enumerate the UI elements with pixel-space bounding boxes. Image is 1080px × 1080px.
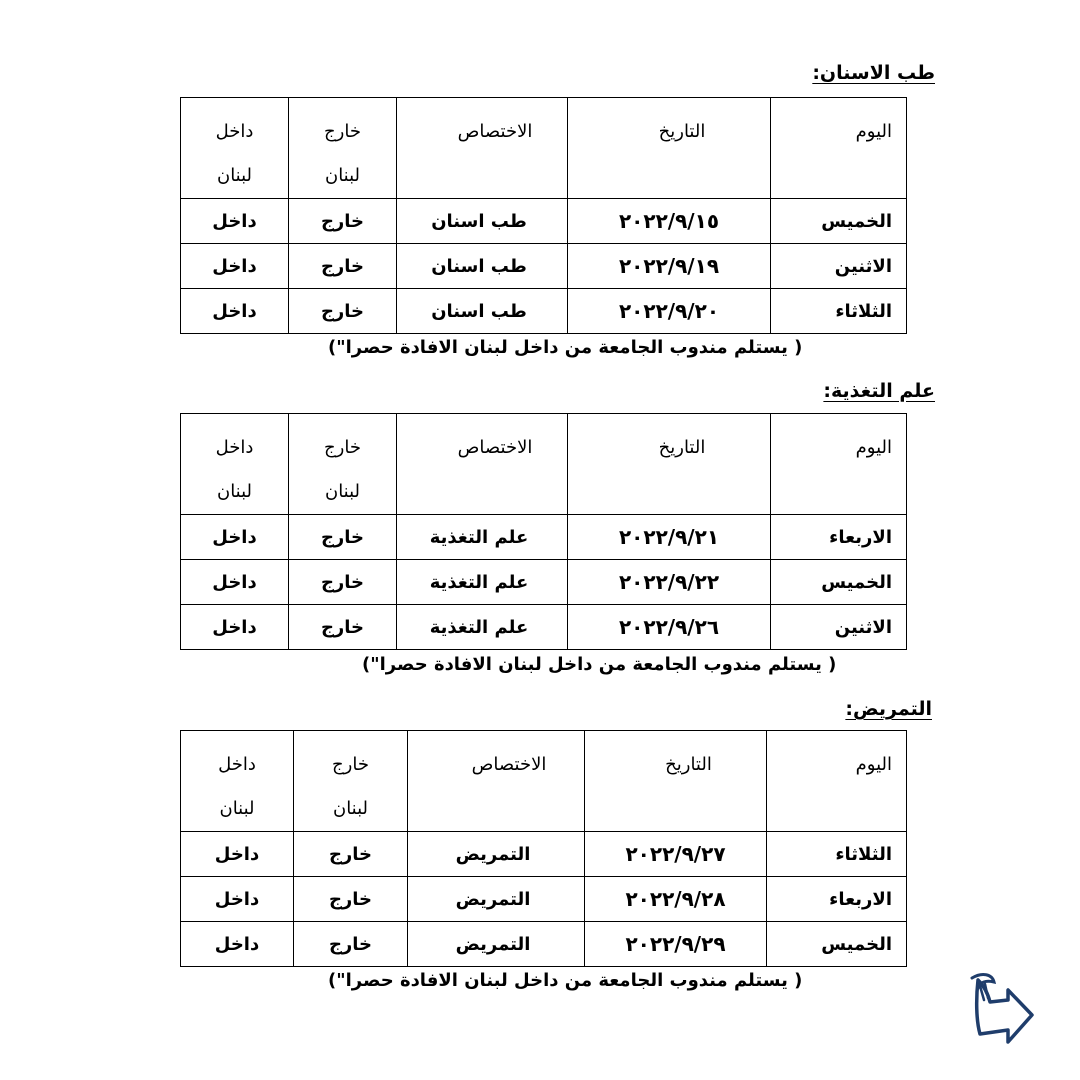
cell-date: ٢٠٢٢/٩/٢٠ bbox=[568, 289, 771, 334]
cell-specialty: علم التغذية bbox=[397, 515, 568, 560]
table-row bbox=[181, 199, 907, 244]
cell-outside: خارج bbox=[294, 877, 408, 922]
header-outside-lebanon: خارج لبنان bbox=[294, 731, 408, 832]
delivery-note-dentistry: ( يستلم مندوب الجامعة من داخل لبنان الافادة حصرا") bbox=[328, 337, 803, 358]
cell-inside: داخل bbox=[181, 832, 294, 877]
cell-inside: داخل bbox=[181, 560, 289, 605]
table-row bbox=[181, 922, 907, 967]
table-row bbox=[181, 832, 907, 877]
table-header-row bbox=[181, 414, 907, 515]
cell-inside: داخل bbox=[181, 515, 289, 560]
cell-date: ٢٠٢٢/٩/١٥ bbox=[568, 199, 771, 244]
cell-day: الخميس bbox=[771, 199, 907, 244]
cell-day: الخميس bbox=[771, 560, 907, 605]
section-title-nursing: التمريض: bbox=[845, 698, 932, 720]
header-date: التاريخ bbox=[568, 98, 771, 199]
cell-inside: داخل bbox=[181, 289, 289, 334]
cell-specialty: علم التغذية bbox=[397, 605, 568, 650]
cell-date: ٢٠٢٢/٩/٢٧ bbox=[585, 832, 767, 877]
table-row bbox=[181, 289, 907, 334]
schedule-table-nursing bbox=[180, 730, 907, 967]
header-inside-lebanon: داخل لبنان bbox=[181, 731, 294, 832]
cell-specialty: طب اسنان bbox=[397, 244, 568, 289]
cell-day: الاربعاء bbox=[767, 877, 907, 922]
cell-specialty: علم التغذية bbox=[397, 560, 568, 605]
header-outside-lebanon: خارج لبنان bbox=[289, 98, 397, 199]
cell-specialty: طب اسنان bbox=[397, 289, 568, 334]
header-outside-lebanon: خارج لبنان bbox=[289, 414, 397, 515]
cell-day: الثلاثاء bbox=[771, 289, 907, 334]
cell-outside: خارج bbox=[289, 199, 397, 244]
swipe-next-arrow-icon[interactable] bbox=[968, 968, 1038, 1048]
table-header-row bbox=[181, 98, 907, 199]
cell-specialty: التمريض bbox=[408, 832, 585, 877]
table-header-row bbox=[181, 731, 907, 832]
cell-outside: خارج bbox=[294, 922, 408, 967]
header-day: اليوم bbox=[771, 414, 907, 515]
header-specialty: الاختصاص bbox=[408, 731, 585, 832]
table-row bbox=[181, 605, 907, 650]
schedule-table-nutrition bbox=[180, 413, 907, 650]
cell-inside: داخل bbox=[181, 922, 294, 967]
header-day: اليوم bbox=[771, 98, 907, 199]
cell-outside: خارج bbox=[289, 560, 397, 605]
cell-specialty: التمريض bbox=[408, 877, 585, 922]
cell-specialty: التمريض bbox=[408, 922, 585, 967]
delivery-note-nutrition: ( يستلم مندوب الجامعة من داخل لبنان الافادة حصرا") bbox=[362, 654, 837, 675]
header-date: التاريخ bbox=[585, 731, 767, 832]
section-title-nutrition: علم التغذية: bbox=[823, 380, 935, 402]
cell-inside: داخل bbox=[181, 244, 289, 289]
cell-outside: خارج bbox=[289, 289, 397, 334]
delivery-note-nursing: ( يستلم مندوب الجامعة من داخل لبنان الافادة حصرا") bbox=[328, 970, 803, 991]
cell-outside: خارج bbox=[294, 832, 408, 877]
header-specialty: الاختصاص bbox=[397, 414, 568, 515]
header-inside-lebanon: داخل لبنان bbox=[181, 98, 289, 199]
cell-day: الاثنين bbox=[771, 605, 907, 650]
cell-date: ٢٠٢٢/٩/٢٨ bbox=[585, 877, 767, 922]
header-inside-lebanon: داخل لبنان bbox=[181, 414, 289, 515]
header-date: التاريخ bbox=[568, 414, 771, 515]
table-row bbox=[181, 244, 907, 289]
section-title-dentistry: طب الاسنان: bbox=[812, 62, 935, 84]
cell-inside: داخل bbox=[181, 605, 289, 650]
cell-date: ٢٠٢٢/٩/٢٩ bbox=[585, 922, 767, 967]
table-row bbox=[181, 560, 907, 605]
table-row bbox=[181, 515, 907, 560]
schedule-table-dentistry bbox=[180, 97, 907, 334]
cell-outside: خارج bbox=[289, 515, 397, 560]
cell-day: الثلاثاء bbox=[767, 832, 907, 877]
cell-outside: خارج bbox=[289, 244, 397, 289]
cell-date: ٢٠٢٢/٩/٢٦ bbox=[568, 605, 771, 650]
cell-specialty: طب اسنان bbox=[397, 199, 568, 244]
header-specialty: الاختصاص bbox=[397, 98, 568, 199]
table-row bbox=[181, 877, 907, 922]
cell-date: ٢٠٢٢/٩/١٩ bbox=[568, 244, 771, 289]
cell-day: الخميس bbox=[767, 922, 907, 967]
cell-day: الاثنين bbox=[771, 244, 907, 289]
cell-inside: داخل bbox=[181, 877, 294, 922]
header-day: اليوم bbox=[767, 731, 907, 832]
cell-date: ٢٠٢٢/٩/٢١ bbox=[568, 515, 771, 560]
cell-inside: داخل bbox=[181, 199, 289, 244]
cell-day: الاربعاء bbox=[771, 515, 907, 560]
cell-outside: خارج bbox=[289, 605, 397, 650]
cell-date: ٢٠٢٢/٩/٢٢ bbox=[568, 560, 771, 605]
